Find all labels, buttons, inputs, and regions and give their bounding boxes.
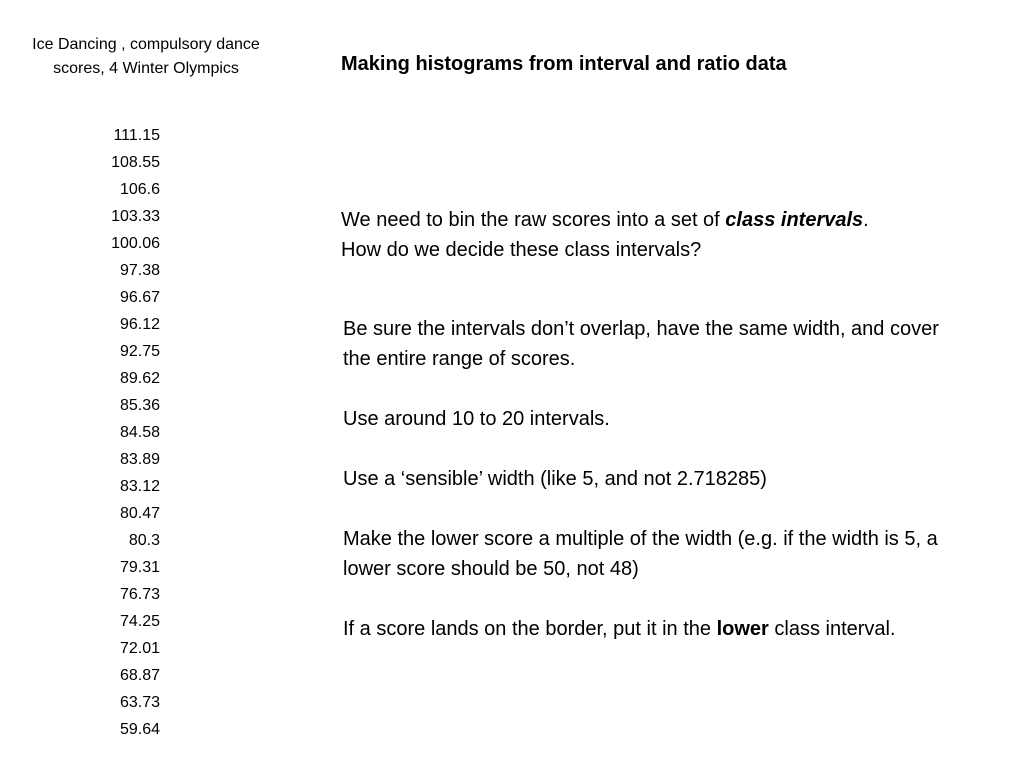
score-value: 111.15 [113,127,160,144]
rule-lower-score-multiple: Make the lower score a multiple of the width (e.g. if the width is 5, a lower score should be 50, not 48) [343,528,938,580]
score-value: 80.47 [119,505,160,522]
rule-border-score-text: If a score lands on the border, put it in the [343,618,717,640]
scores-column-title: Ice Dancing , compulsory dance scores, 4 Winter Olympics [32,36,260,77]
intro-line-1 [341,205,981,235]
score-value: 100.06 [111,235,160,252]
score-value: 72.01 [119,640,160,657]
score-value: 79.31 [119,559,160,576]
score-value: 63.73 [119,694,160,711]
score-value: 92.75 [119,343,160,360]
scores-list [60,122,160,743]
lower-emphasis: lower [716,618,769,640]
rule-border-score [343,614,943,644]
score-value: 85.36 [119,397,160,414]
score-value: 59.64 [119,721,160,738]
intro-line-1-text: We need to bin the raw scores into a set of [341,209,726,231]
score-value: 83.12 [119,478,160,495]
slide-title: Making histograms from interval and ratio data [341,53,787,75]
intro-line-1-end: . [863,209,869,231]
score-value: 76.73 [119,586,160,603]
score-value: 68.87 [119,667,160,684]
class-intervals-emphasis: class intervals [725,209,864,231]
score-value: 103.33 [111,208,160,225]
rule-no-overlap: Be sure the intervals don’t overlap, have the same width, and cover the entire range of scores. [343,318,939,370]
score-value: 106.6 [119,181,160,198]
rule-interval-count: Use around 10 to 20 intervals. [343,408,610,430]
score-value: 89.62 [119,370,160,387]
score-value: 84.58 [119,424,160,441]
intro-line-2: How do we decide these class intervals? [341,239,702,261]
rules-list [343,314,943,644]
score-value: 80.3 [128,532,160,549]
rule-border-score-end: class interval. [768,618,896,640]
score-value: 96.12 [119,316,160,333]
intro-text [341,205,981,265]
score-value: 74.25 [119,613,160,630]
rule-sensible-width: Use a ‘sensible’ width (like 5, and not 2.718285) [343,468,767,490]
score-value: 97.38 [119,262,160,279]
score-value: 96.67 [119,289,160,306]
score-value: 83.89 [119,451,160,468]
score-value: 108.55 [111,154,160,171]
